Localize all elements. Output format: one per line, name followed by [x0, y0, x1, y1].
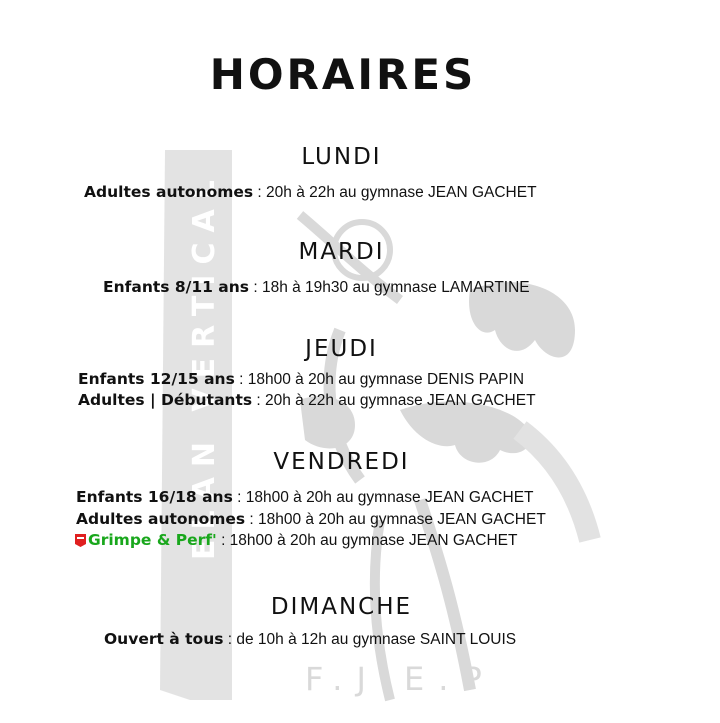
- page-title: HORAIRES: [209, 50, 477, 99]
- group-label: Adultes | Débutants: [78, 391, 253, 409]
- day-heading-lundi: LUNDI: [301, 144, 382, 170]
- schedule-details: : 18h00 à 20h au gymnase JEAN GACHET: [245, 511, 546, 528]
- schedule-details: : 18h à 19h30 au gymnase LAMARTINE: [249, 279, 530, 296]
- schedule-details: : 18h00 à 20h au gymnase DENIS PAPIN: [234, 371, 525, 388]
- day-heading-dimanche: DIMANCHE: [270, 594, 413, 620]
- group-label: Ouvert à tous: [104, 630, 224, 648]
- schedule-line: [103, 278, 530, 297]
- schedule-line: [76, 510, 546, 529]
- day-heading-mardi: MARDI: [298, 239, 385, 265]
- schedule-line: [104, 630, 516, 649]
- new-badge-icon: [74, 533, 87, 548]
- schedule-line: [74, 531, 517, 550]
- schedule-details: : 20h à 22h au gymnase JEAN GACHET: [252, 392, 536, 409]
- group-label: Adultes autonomes: [84, 183, 254, 201]
- schedule-line: [78, 391, 536, 410]
- schedule-details: : 18h00 à 20h au gymnase JEAN GACHET: [232, 489, 534, 506]
- day-heading-jeudi: JEUDI: [305, 336, 378, 362]
- day-heading-vendredi: VENDREDI: [273, 449, 410, 475]
- schedule-line: [76, 488, 534, 507]
- watermark-subtext: F.J.E.P: [305, 660, 496, 698]
- schedule-details: : 20h à 22h au gymnase JEAN GACHET: [253, 184, 537, 201]
- watermark-vertical-text: ELAN VERTICAL: [187, 170, 222, 560]
- schedule-details: : de 10h à 12h au gymnase SAINT LOUIS: [223, 631, 517, 648]
- group-label: Adultes autonomes: [76, 510, 246, 528]
- schedule-line: [84, 183, 537, 202]
- schedule-details: : 18h00 à 20h au gymnase JEAN GACHET: [216, 532, 518, 549]
- group-label: Grimpe & Perf': [88, 531, 217, 549]
- group-label: Enfants 8/11 ans: [103, 278, 250, 296]
- schedule-line: [78, 370, 524, 389]
- group-label: Enfants 16/18 ans: [76, 488, 233, 506]
- group-label: Enfants 12/15 ans: [78, 370, 235, 388]
